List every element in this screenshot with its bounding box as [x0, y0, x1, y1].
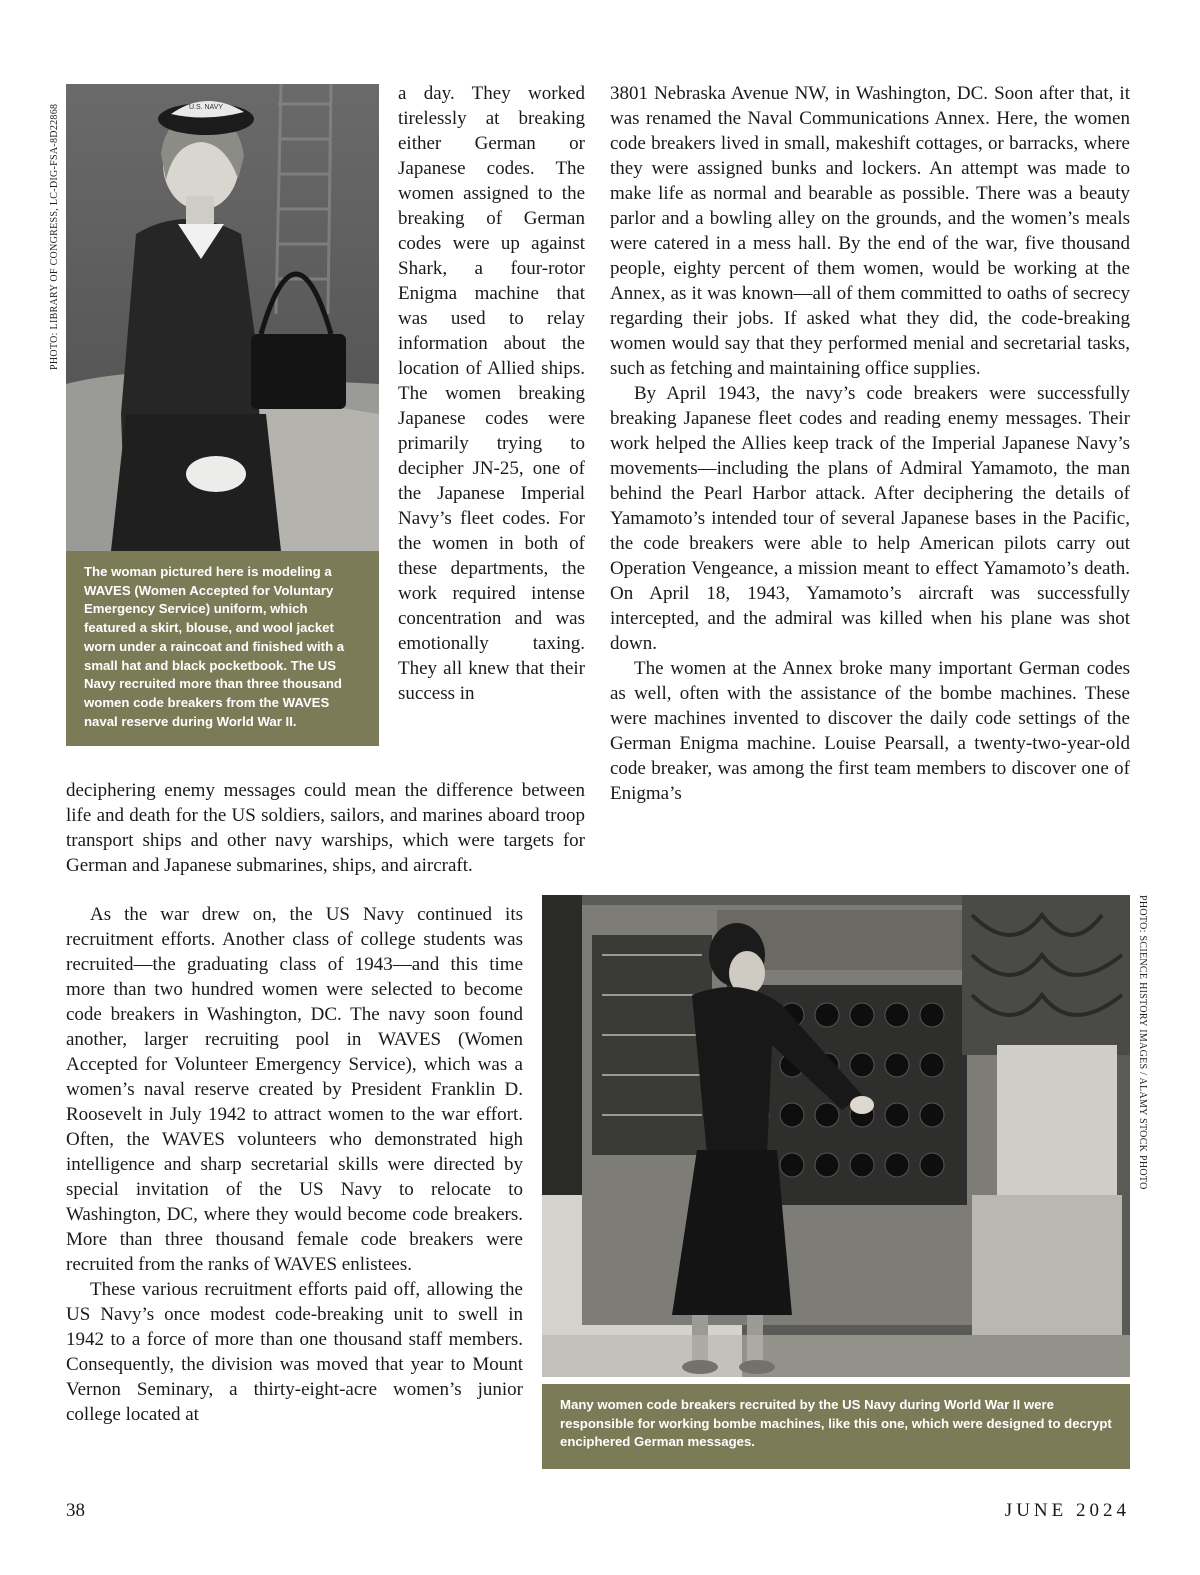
- bombe-photo-caption: Many women code breakers recruited by the US Navy during World War II were responsible for working bombe machines, like this one, which were designed to decrypt enciphered German messages.: [542, 1384, 1130, 1469]
- bombe-machine-photo: [542, 895, 1130, 1377]
- seminary-paragraph: These various recruitment efforts paid off, allowing the US Navy’s once modest code-breaking unit to swell in 1942 to a force of more than one thousand staff members. Consequently, the division was moved that year to Mount Vernon Seminary, a thirty-eight-acre women’s junior college located at: [66, 1279, 523, 1425]
- recruitment-paragraph: As the war drew on, the US Navy continued its recruitment efforts. Another class of college students was recruited—the graduating class of 1943—and this time more than two hundred women were selected to become code breakers in Washington, DC. The navy soon found another, larger recruiting pool in WAVES (Women Accepted for Volunteer Emergency Service), which was a women’s naval reserve created by President Franklin D. Roosevelt in July 1942 to attract women to the war effort. Often, the WAVES volunteers who demonstrated high intelligence and sharp secretarial skills were directed by special invitation of the US Navy to relocate to Washington, DC, where they would become code breakers. More than three thousand female code breakers were recruited from the ranks of WAVES enlistees.: [66, 904, 523, 1275]
- waves-woman-image: [66, 84, 379, 551]
- photo-credit-left: PHOTO: LIBRARY OF CONGRESS, LC-DIG-FSA-8D22868: [49, 103, 60, 370]
- col2-text: [610, 81, 1130, 806]
- col1-wide-text: [66, 778, 585, 878]
- bombe-machine-image: [542, 895, 1130, 1377]
- waves-uniform-photo: [66, 84, 379, 551]
- yamamoto-paragraph: By April 1943, the navy’s code breakers were successfully breaking Japanese fleet codes and reading enemy messages. Their work helped the Allies keep track of the Imperial Japanese Navy’s movements—including the plans of Admiral Yamamoto, the man behind the Pearl Harbor attack. After deciphering the details of Yamamoto’s intended tour of several Japanese bases in the Pacific, the code breakers were able to help American pilots carry out Operation Vengeance, a mission meant to effect Yamamoto’s death. On April 18, 1943, Yamamoto’s aircraft was successfully intercepted, and the admiral was killed when his plane was shot down.: [610, 383, 1130, 654]
- page-number: 38: [66, 1500, 85, 1521]
- issue-date: JUNE 2024: [1004, 1500, 1130, 1521]
- hat-band-text: U.S. NAVY: [188, 104, 224, 111]
- waves-photo-caption: The woman pictured here is modeling a WAVES (Women Accepted for Voluntary Emergency Service) uniform, which featured a skirt, blouse, and wool jacket worn under a raincoat and finished with a small hat and black pocketbook. The US Navy recruited more than three thousand women code breakers from the WAVES naval reserve during World War II.: [66, 551, 379, 746]
- annex-paragraph: 3801 Nebraska Avenue NW, in Washington, DC. Soon after that, it was renamed the Naval Communications Annex. Here, the women code breakers lived in small, makeshift cottages, or barracks, where they were assigned bunks and lockers. An attempt was made to make life as normal and bearable as possible. There was a beauty parlor and a bowling alley on the grounds, and the women’s meals were catered in a mess hall. By the end of the war, five thousand people, eighty percent of them women, would be working at the Annex, as it was known—all of them committed to oaths of secrecy regarding their jobs. If asked what they did, the code-breaking women would say that they performed menial and secretarial tasks, such as fetching and maintaining office supplies.: [610, 83, 1130, 379]
- col1-continuation: deciphering enemy messages could mean the difference between life and death for the US soldiers, sailors, and marines aboard troop transport ships and other navy warships, which were targets for German and Japanese submarines, ships, and aircraft.: [66, 780, 585, 876]
- col1-narrow-paragraph: a day. They worked tirelessly at breaking either German or Japanese codes. The women assigned to the breaking of German codes were up against Shark, a four-rotor Enigma machine that was used to relay information about the location of Allied ships. The women breaking Japanese codes were primarily trying to decipher JN-25, one of the Japanese Imperial Navy’s fleet codes. For the women in both of these departments, the work required intense concentration and was emotionally taxing. They all knew that their success in: [398, 83, 585, 704]
- bombe-paragraph: The women at the Annex broke many important German codes as well, often with the assistance of the bombe machines. These were machines invented to discover the daily code settings of the German Enigma machine. Louise Pearsall, a twenty-two-year-old code breaker, was among the first team members to discover one of Enigma’s: [610, 658, 1130, 804]
- photo-credit-right: PHOTO: SCIENCE HISTORY IMAGES / ALAMY STOCK PHOTO: [1137, 895, 1148, 1190]
- col1-lower-text: [66, 902, 523, 1427]
- col1-narrow-text: [398, 81, 585, 706]
